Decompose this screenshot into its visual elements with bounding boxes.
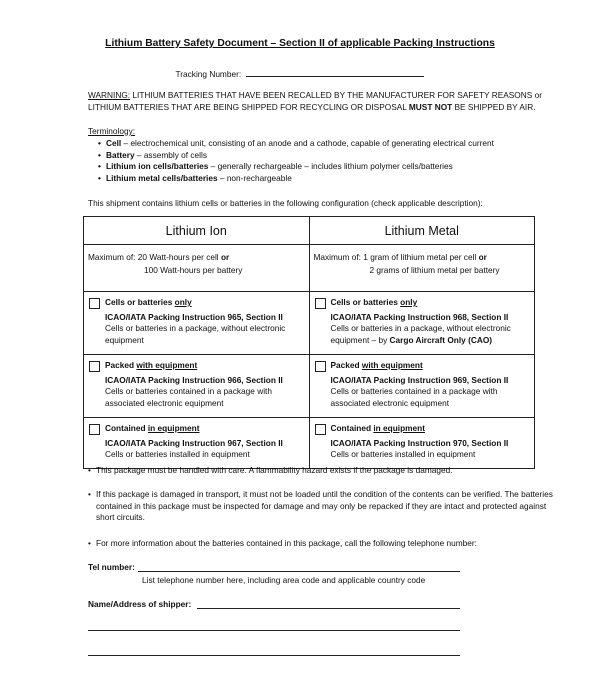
term-name: Lithium metal cells/batteries <box>106 173 218 184</box>
option-ion-with-equipment <box>84 355 310 418</box>
option-metal-in-equipment <box>309 418 535 469</box>
checkbox[interactable] <box>89 298 100 309</box>
list-item <box>88 161 494 173</box>
list-item <box>88 138 494 150</box>
warning-must-not: MUST NOT <box>408 101 453 112</box>
option-description: Cells or batteries in a package, without electronic <box>105 323 286 334</box>
checkbox[interactable] <box>315 298 326 309</box>
option-description: Cells or batteries installed in equipment <box>105 449 250 460</box>
option-description: Cells or batteries in a package, without electronic <box>330 323 511 334</box>
option-label-underlined: in equipment <box>373 423 425 433</box>
terminology-list <box>88 138 494 185</box>
warning-paragraph <box>88 90 568 113</box>
lithium-ion-header: Lithium Ion <box>84 217 310 245</box>
option-label: Cells or batteries <box>105 297 175 307</box>
option-metal-cells-only <box>309 292 535 355</box>
term-definition: – generally rechargeable – includes lithium polymer cells/batteries <box>208 161 453 172</box>
shipper-label: Name/Address of shipper: <box>88 599 192 609</box>
option-label: Contained <box>105 423 148 433</box>
note-handle-with-care <box>88 465 558 477</box>
list-item <box>88 173 494 185</box>
option-label-underlined: with equipment <box>136 360 198 370</box>
warning-text-2: BE SHIPPED BY AIR. <box>452 101 536 112</box>
option-label-underlined: only <box>400 297 418 307</box>
option-label: Packed <box>105 360 137 370</box>
option-description-2: equipment – by <box>330 334 390 345</box>
option-description-2: equipment <box>105 334 144 345</box>
shipper-address-line-2[interactable] <box>88 646 460 656</box>
packing-instruction: ICAO/IATA Packing Instruction 965, Section II <box>105 312 283 322</box>
tracking-label: Tracking Number: <box>175 69 242 79</box>
option-description-2: associated electronic equipment <box>105 397 224 408</box>
cao-label: Cargo Aircraft Only (CAO) <box>389 334 493 345</box>
tel-label: Tel number: <box>88 562 135 572</box>
option-label-underlined: with equipment <box>361 360 423 370</box>
packing-instruction: ICAO/IATA Packing Instruction 968, Section II <box>330 312 509 322</box>
terminology-heading: Terminology: <box>88 126 136 136</box>
tracking-number-field[interactable] <box>246 67 424 77</box>
shipper-address-line-1[interactable] <box>88 621 460 631</box>
checkbox[interactable] <box>89 424 100 435</box>
option-description-2: associated electronic equipment <box>330 397 450 408</box>
note-damaged-transport <box>88 489 558 524</box>
checkbox[interactable] <box>315 424 326 435</box>
max-or: or <box>220 252 230 262</box>
option-ion-cells-only <box>84 292 310 355</box>
note-text: • If this package is damaged in transport, it must not be loaded until the condition of the contents can be verified. The batteries contained in this package must be inspected for damage and may only be repacked if they are intact and protected against short circuits. <box>88 489 558 524</box>
tel-number-field[interactable] <box>138 562 460 572</box>
note-text: • This package must be handled with care. A flammability hazard exists if the package is damaged. <box>88 465 558 477</box>
note-more-information <box>88 538 558 550</box>
term-definition: – non-rechargeable <box>217 173 292 184</box>
option-description: Cells or batteries contained in a package with <box>330 386 498 397</box>
option-label: Contained <box>330 423 374 433</box>
packing-instruction: ICAO/IATA Packing Instruction 969, Section II <box>330 375 509 385</box>
packing-instruction: ICAO/IATA Packing Instruction 966, Section II <box>105 375 283 385</box>
list-item <box>88 150 494 162</box>
configuration-table <box>83 216 535 469</box>
packing-instruction: ICAO/IATA Packing Instruction 967, Section II <box>105 438 283 448</box>
term-name: Cell <box>106 137 122 148</box>
lithium-ion-max <box>84 245 310 292</box>
term-definition: – assembly of cells <box>134 149 207 160</box>
lithium-metal-header: Lithium Metal <box>309 217 535 245</box>
configuration-instruction: This shipment contains lithium cells or batteries in the following configuration (check applicable description): <box>88 198 483 208</box>
option-ion-in-equipment <box>84 418 310 469</box>
option-description: Cells or batteries contained in a package with <box>105 386 272 397</box>
terminology-section <box>88 126 494 185</box>
option-label: Packed <box>330 360 362 370</box>
max-line-1: Maximum of: 1 gram of lithium metal per cell <box>313 252 479 262</box>
option-label-underlined: only <box>174 297 192 307</box>
lithium-metal-max <box>309 245 535 292</box>
warning-text-1: LITHIUM BATTERIES THAT HAVE BEEN RECALLED BY THE MANUFACTURER FOR SAFETY REASONS or LITHIUM BATTERIES THAT ARE BEING SHIPPED FOR RECYCLING OR DISPOSAL <box>88 90 542 112</box>
term-name: Battery <box>106 149 135 160</box>
note-text: • For more information about the batteries contained in this package, call the following telephone number: <box>88 538 558 550</box>
max-or: or <box>478 252 487 262</box>
shipper-name-field[interactable] <box>197 599 460 609</box>
option-label-underlined: in equipment <box>147 423 200 433</box>
max-line-2: 100 Watt-hours per battery <box>144 265 243 275</box>
warning-label: WARNING: <box>88 90 131 100</box>
tracking-row <box>0 67 600 79</box>
option-label: Cells or batteries <box>330 297 401 307</box>
checkbox[interactable] <box>89 361 100 372</box>
checkbox[interactable] <box>315 361 326 372</box>
max-line-2: 2 grams of lithium metal per battery <box>369 265 500 275</box>
term-definition: – electrochemical unit, consisting of an anode and a cathode, capable of generating electrical current <box>121 137 494 148</box>
term-name: Lithium ion cells/batteries <box>106 161 209 172</box>
option-metal-with-equipment <box>309 355 535 418</box>
packing-instruction: ICAO/IATA Packing Instruction 970, Section II <box>330 438 509 448</box>
document-title: Lithium Battery Safety Document – Section II of applicable Packing Instructions <box>105 38 495 49</box>
max-line-1: Maximum of: 20 Watt-hours per cell <box>88 252 221 262</box>
tel-hint: List telephone number here, including area code and applicable country code <box>142 575 426 585</box>
option-description: Cells or batteries installed in equipment <box>330 449 476 460</box>
